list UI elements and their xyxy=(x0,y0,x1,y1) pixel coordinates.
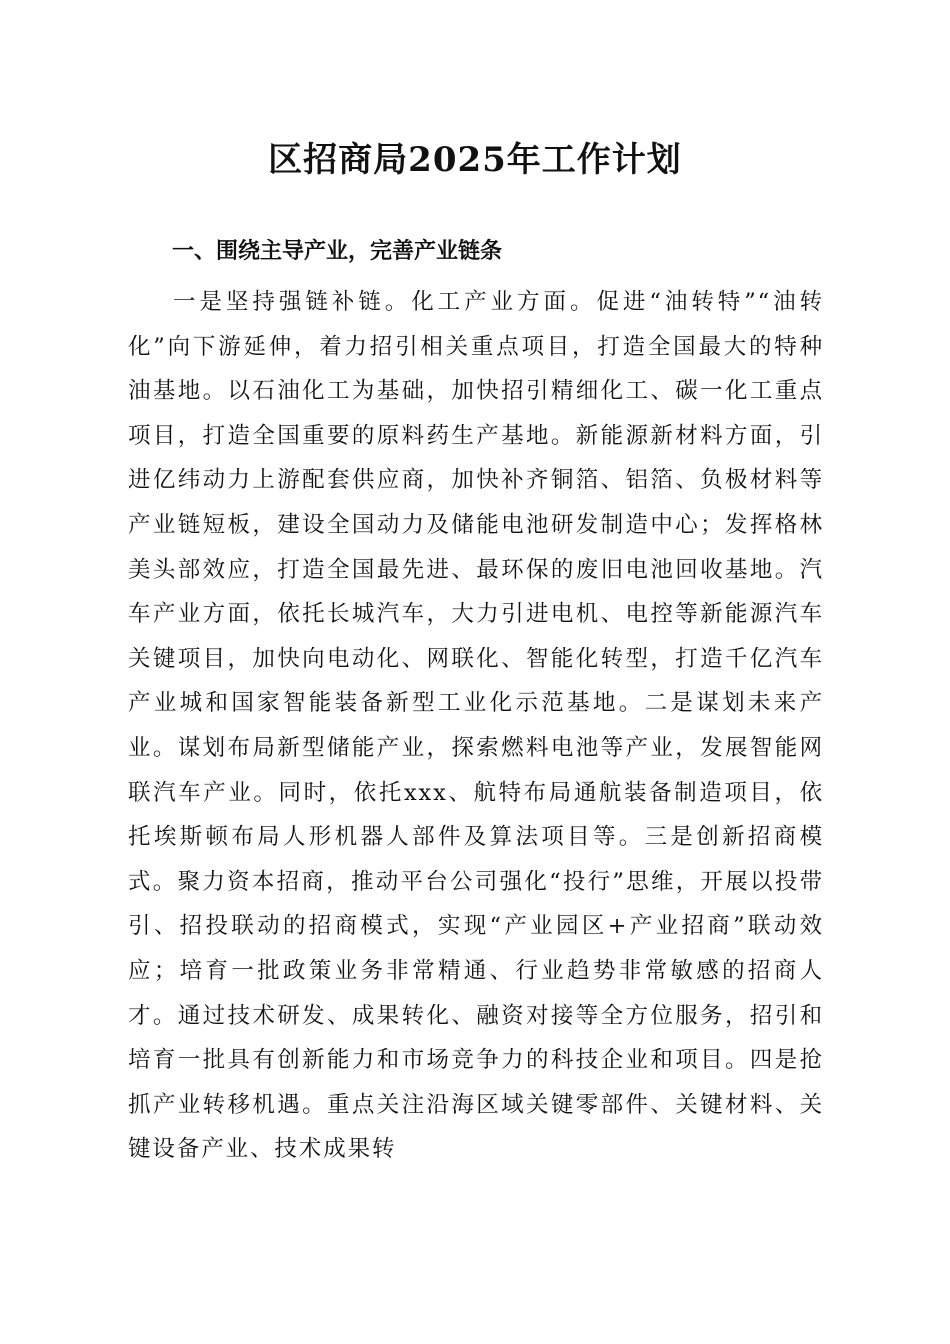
section-heading: 一、围绕主导产业，完善产业链条 xyxy=(172,239,503,264)
page-title: 区招商局2025年工作计划 xyxy=(268,140,682,180)
body-paragraph: 一是坚持强链补链。化工产业方面。促进“油转特”“油转化”向下游延伸，着力招引相关重点项目，打造全国最大的特种油基地。以石油化工为基础，加快招引精细化工、碳一化工重点项目，打造全国重要的原料药生产基地。新能源新材料方面，引进亿纬动力上游配套供应商，加快补齐铜箔、铝箔、负极材料等产业链短板，建设全国动力及储能电池研发制造中心；发挥格林美头部效应，打造全国最先进、最环保的废旧电池回收基地。汽车产业方面，依托长城汽车，大力引进电机、电控等新能源汽车关键项目，加快向电动化、网联化、智能化转型，打造千亿汽车产业城和国家智能装备新型工业化示范基地。二是谋划未来产业。谋划布局新型储能产业，探索燃料电池等产业，发展智能网联汽车产业。同时，依托xxx、航特布局通航装备制造项目，依托埃斯顿布局人形机器人部件及算法项目等。三是创新招商模式。聚力资本招商，推动平台公司强化“投行”思维，开展以投带引、招投联动的招商模式，实现“产业园区+产业招商”联动效应；培育一批政策业务非常精通、行业趋势非常敏感的招商人才。通过技术研发、成果转化、融资对接等全方位服务，招引和培育一批具有创新能力和市场竞争力的科技企业和项目。四是抢抓产业转移机遇。重点关注沿海区域关键零部件、关键材料、关键设备产业、技术成果转 xyxy=(128,289,824,1163)
